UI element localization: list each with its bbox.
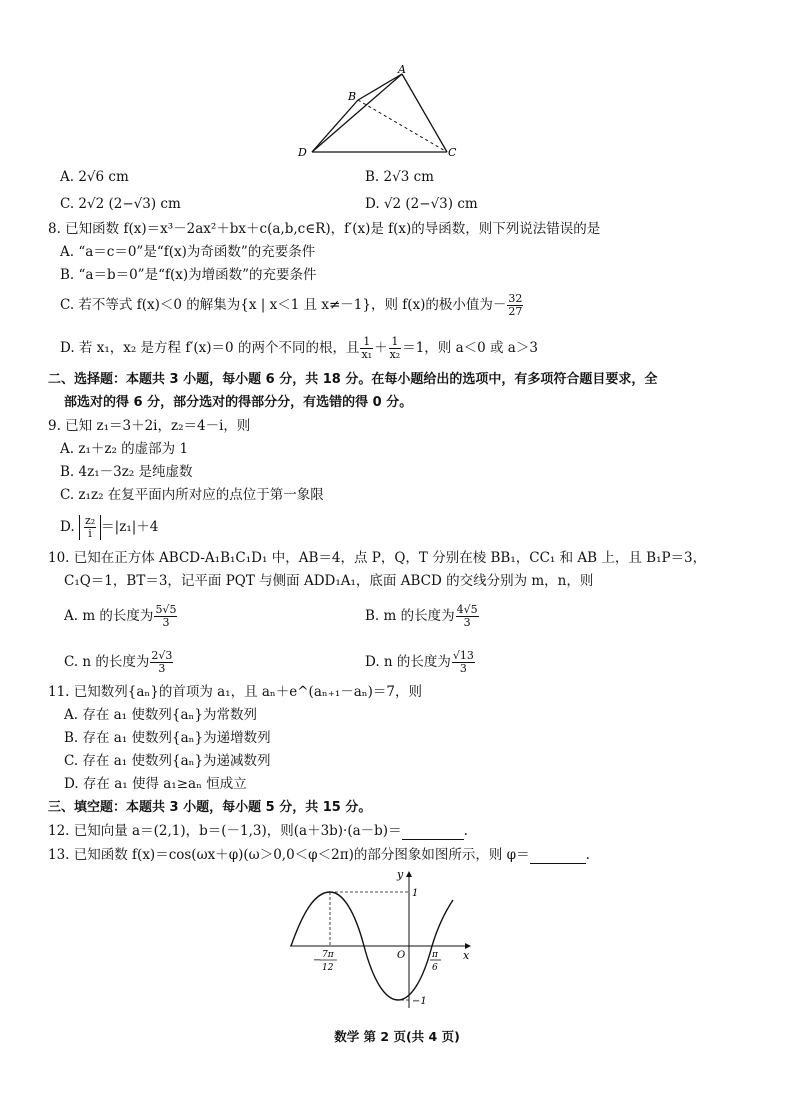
q9-stem: 9. 已知 z₁＝3＋2i，z₂＝4－i，则 [48, 418, 251, 434]
x-axis-label: x [463, 949, 470, 962]
q9-option-a: A. z₁＋z₂ 的虚部为 1 [60, 441, 189, 457]
q7-option-d: D. √2 (2−√3) cm [365, 196, 478, 212]
q7-option-b: B. 2√3 cm [365, 169, 434, 185]
section-2-heading: 二、选择题：本题共 3 小题，每小题 6 分，共 18 分。在每小题给出的选项中，有多项符合题目要求，全 [48, 372, 658, 387]
q9-option-c: C. z₁z₂ 在复平面内所对应的点位于第一象限 [60, 487, 324, 503]
tick-left-den: 12 [322, 963, 334, 973]
vertex-d: D [298, 146, 307, 159]
label-neg-one: −1 [412, 996, 427, 1007]
tick-left-num: 7π [322, 950, 334, 960]
q10-option-a: A. m 的长度为 $\frac{5√5}{3}$ [64, 603, 177, 629]
q12-answer-blank[interactable] [402, 823, 464, 840]
page-footer: 数学 第 2 页(共 4 页) [334, 1029, 460, 1044]
q11-option-b: B. 存在 a₁ 使数列{aₙ}为递增数列 [64, 730, 271, 746]
section-3-heading: 三、填空题：本题共 3 小题，每小题 5 分，共 15 分。 [48, 800, 372, 815]
q11-option-c: C. 存在 a₁ 使数列{aₙ}为递减数列 [64, 753, 271, 769]
q7-option-a: A. 2√6 cm [60, 169, 129, 185]
geometry-figure [290, 62, 470, 162]
q11-option-d: D. 存在 a₁ 使得 a₁≥aₙ 恒成立 [64, 776, 247, 792]
q9-option-d: D. $\frac{\text{z₂}}{i}$ ＝|z₁|＋4 [60, 514, 159, 540]
q10-stem-cont: C₁Q＝1，BT＝3，记平面 PQT 与侧面 ADD₁A₁，底面 ABCD 的交线分别为 m，n，则 [64, 573, 594, 589]
cosine-graph [285, 866, 475, 1014]
tick-right-num: π [432, 950, 438, 960]
vertex-a: A [398, 63, 406, 76]
q13-answer-blank[interactable] [530, 847, 586, 864]
label-one: 1 [412, 888, 419, 899]
q10-option-c: C. n 的长度为 $\frac{2√3}{3}$ [64, 649, 173, 675]
q8-option-d: D. 若 x₁，x₂ 是方程 f′(x)＝0 的两个不同的根，且 $\frac{1}{\text{x₁}}$ ＋ $\frac{1}{\text{x₂}}$ ＝1，则 a＜0 或 a＞3 [60, 335, 538, 361]
q7-option-c: C. 2√2 (2−√3) cm [60, 196, 181, 212]
tick-left-sign: − [313, 955, 322, 966]
q8-option-b: B. “a＝b＝0”是“f(x)为增函数”的充要条件 [60, 267, 317, 283]
q11-stem: 11. 已知数列{aₙ}的首项为 a₁，且 aₙ＋e^(aₙ₊₁－aₙ)＝7，则 [48, 684, 422, 700]
q12-stem: 12. 已知向量 a＝(2,1)，b＝(－1,3)，则(a＋3b)·(a－b)＝ . [48, 823, 468, 839]
origin-label: O [397, 950, 406, 961]
q9-option-b: B. 4z₁－3z₂ 是纯虚数 [60, 464, 193, 480]
q8-stem: 8. 已知函数 f(x)＝x³－2ax²＋bx＋c(a,b,c∈R)，f′(x)是 f(x)的导函数，则下列说法错误的是 [48, 221, 601, 237]
y-axis-label: y [397, 868, 404, 881]
q10-stem: 10. 已知在正方体 ABCD-A₁B₁C₁D₁ 中，AB＝4，点 P，Q，T 分别在棱 BB₁，CC₁ 和 AB 上，且 B₁P＝3， [48, 550, 707, 566]
q8-option-c: C. 若不等式 f(x)＜0 的解集为{x | x＜1 且 x≠－1}，则 f(x)的极小值为－ $\frac{32}{27}$ [60, 292, 523, 318]
vertex-c: C [448, 146, 457, 159]
section-2-heading-cont: 部选对的得 6 分，部分选对的得部分分，有选错的得 0 分。 [64, 395, 413, 410]
q8-option-a: A. “a＝c＝0”是“f(x)为奇函数”的充要条件 [60, 244, 316, 260]
q13-stem: 13. 已知函数 f(x)＝cos(ωx＋φ)(ω＞0,0＜φ＜2π)的部分图象如图所示，则 φ＝ . [48, 847, 590, 863]
q11-option-a: A. 存在 a₁ 使数列{aₙ}为常数列 [64, 707, 257, 723]
tick-right-den: 6 [432, 963, 438, 973]
q10-option-d: D. n 的长度为 $\frac{√13}{3}$ [365, 649, 474, 675]
q10-option-b: B. m 的长度为 $\frac{4√5}{3}$ [365, 603, 478, 629]
vertex-b: B [348, 90, 357, 103]
